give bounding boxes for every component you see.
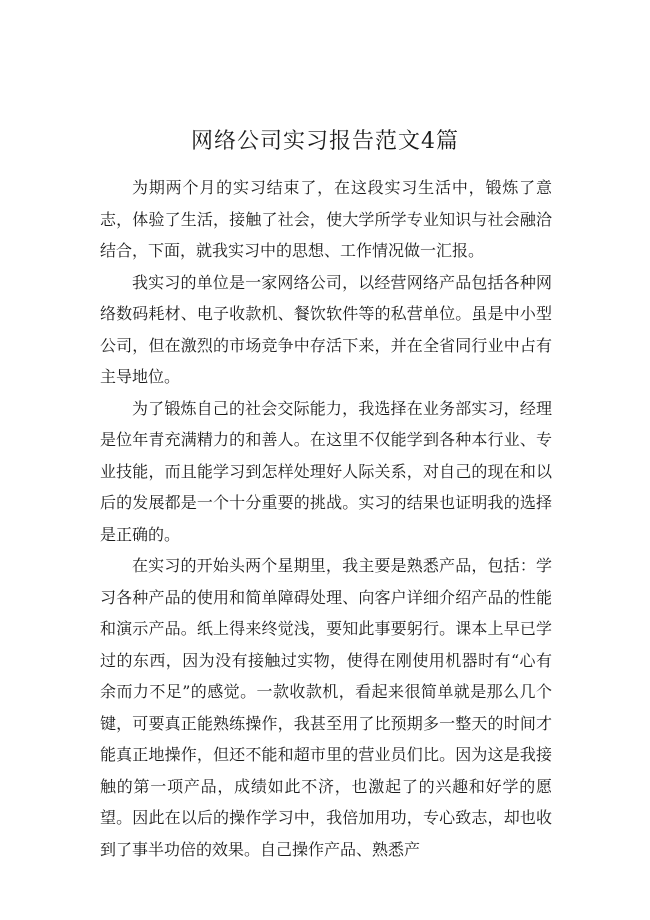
document-body — [100, 172, 552, 865]
document-title: 网络公司实习报告范文4篇 — [191, 129, 459, 154]
paragraph-intro: 为期两个月的实习结束了，在这段实习生活中，锻炼了意志，体验了生活，接触了社会，使大学所学专业知识与社会融洽结合，下面，就我实习中的思想、工作情况做一汇报。 — [100, 178, 552, 260]
paragraph-company: 我实习的单位是一家网络公司，以经营网络产品包括各种网络数码耗材、电子收款机、餐饮软件等的私营单位。虽是中小型公司，但在激烈的市场竞争中存活下来，并在全省同行业中占有主导地位。 — [100, 272, 552, 386]
paragraph-training: 在实习的开始头两个星期里，我主要是熟悉产品，包括：学习各种产品的使用和简单障碍处理、向客户详细介绍产品的性能和演示产品。纸上得来终觉浅，要知此事要躬行。课本上早已学过的东西，因为没有接触过实物，使得在刚使用机器时有“心有余而力不足”的感觉。一款收款机，看起来很简单就是那么几个键，可要真正能熟练操作，我甚至用了比预期多一整天的时间才能真正地操作，但还不能和超市里的营业员们比。因为这是我接触的第一项产品，成绩如此不济，也激起了的兴趣和好学的愿望。因此在以后的操作学习中，我倍加用功，专心致志，却也收到了事半功倍的效果。自己操作产品、熟悉产 — [100, 556, 552, 859]
paragraph-department: 为了锻炼自己的社会交际能力，我选择在业务部实习，经理是位年青充满精力的和善人。在这里不仅能学到各种本行业、专业技能，而且能学习到怎样处理好人际关系，对自己的现在和以后的发展都是一个十分重要的挑战。实习的结果也证明我的选择是正确的。 — [100, 398, 552, 544]
